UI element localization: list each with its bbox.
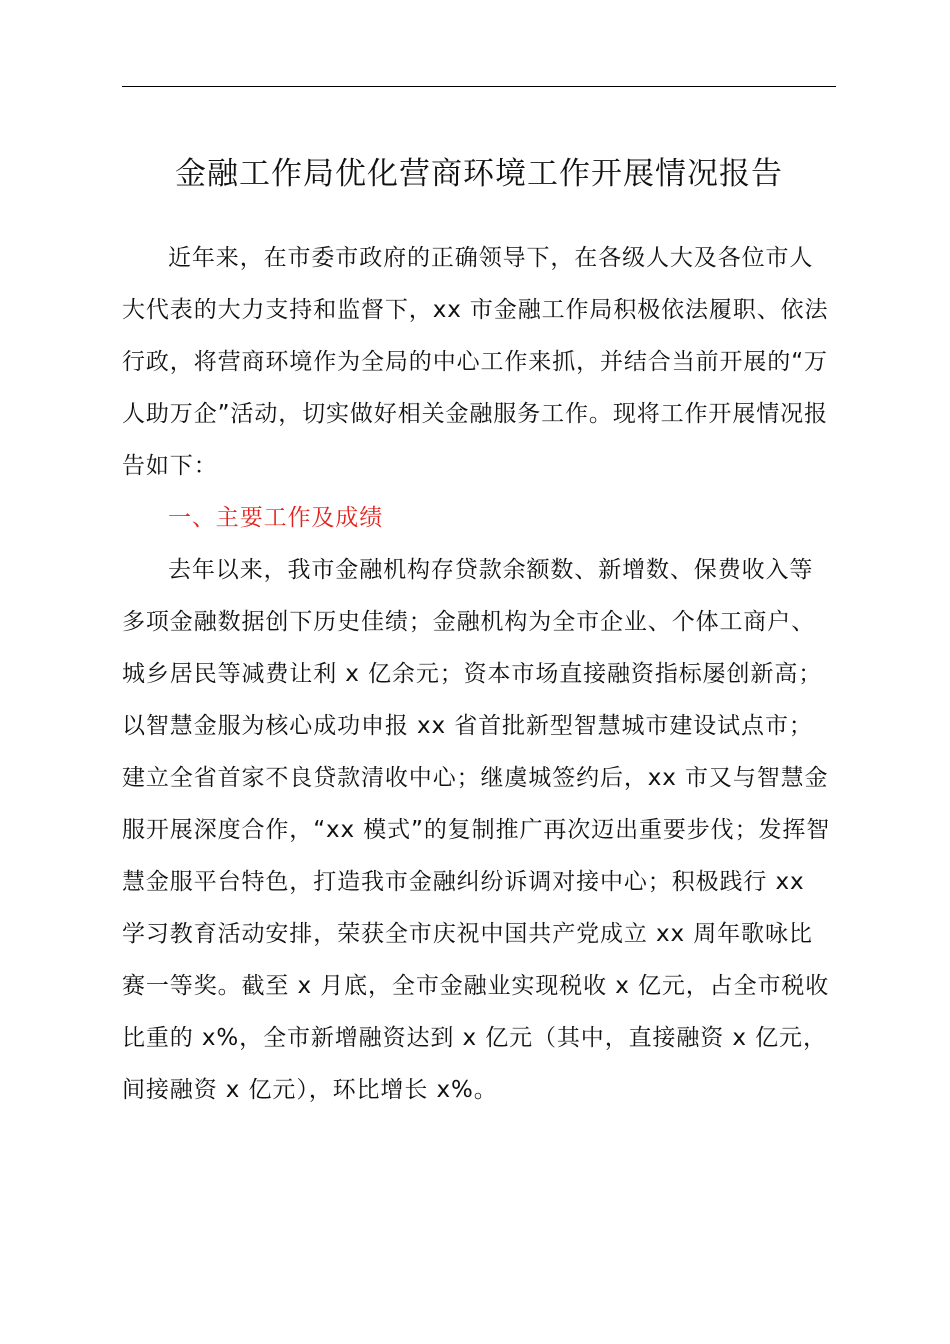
achievements-paragraph: 去年以来，我市金融机构存贷款余额数、新增数、保费收入等多项金融数据创下历史佳绩；金融机构为全市企业、个体工商户、城乡居民等减费让利 x 亿余元；资本市场直接融资指标屡创新高；以智慧金服为核心成功申报 xx 省首批新型智慧城市建设试点市；建立全省首家不良贷款清收中心；继虞城签约后，xx 市又与智慧金服开展深度合作，“xx 模式”的复制推广再次迈出重要步伐；发挥智慧金服平台特色，打造我市金融纠纷诉调对接中心；积极践行 xx 学习教育活动安排，荣获全市庆祝中国共产党成立 xx 周年歌咏比赛一等奖。截至 x 月底，全市金融业实现税收 x 亿元，占全市税收比重的 x%，全市新增融资达到 x 亿元（其中，直接融资 x 亿元，间接融资 x 亿元），环比增长 x%。 (122, 557, 831, 1103)
intro-paragraph: 近年来，在市委市政府的正确领导下，在各级人大及各位市人大代表的大力支持和监督下，xx 市金融工作局积极依法履职、依法行政，将营商环境作为全局的中心工作来抓，并结合当前开展的“万人助万企”活动，切实做好相关金融服务工作。现将工作开展情况报告如下： (122, 245, 829, 479)
header-rule (122, 86, 836, 87)
section-heading-main-work: 一、主要工作及成绩 (168, 505, 384, 531)
document-title: 金融工作局优化营商环境工作开展情况报告 (175, 156, 783, 192)
